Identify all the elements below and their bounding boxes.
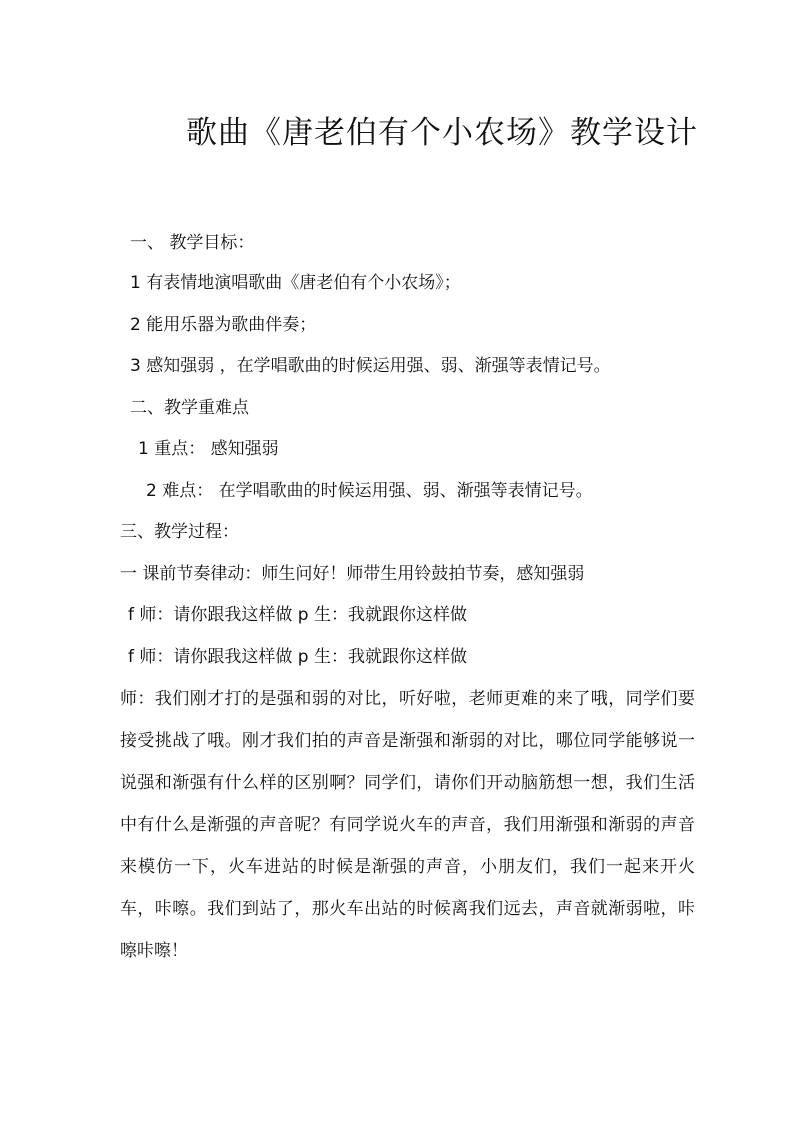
dialog-line-1: f 师：请你跟我这样做 p 生：我就跟你这样做 [128,605,467,625]
goals-heading: 一、 教学目标： [130,233,255,253]
key-point-1: 1 重点： 感知强弱 [138,439,279,459]
goal-item-2: 2 能用乐器为歌曲伴奏； [130,315,317,335]
process-step-1: 一 课前节奏律动：师生问好！师带生用铃鼓拍节奏，感知强弱 [120,564,585,584]
process-heading: 三、教学过程： [120,522,239,542]
goal-item-1: 1 有表情地演唱歌曲《唐老伯有个小农场》； [130,273,461,293]
document-title: 歌曲《唐老伯有个小农场》教学设计 [186,115,698,151]
goal-item-3: 3 感知强弱 ，在学唱歌曲的时候运用强、弱、渐强等表情记号。 [130,356,611,376]
key-points-heading: 二、教学重难点 [130,398,249,418]
dialog-line-2: f 师：请你跟我这样做 p 生：我就跟你这样做 [128,647,467,667]
key-point-2: 2 难点： 在学唱歌曲的时候运用强、弱、渐强等表情记号。 [146,481,593,501]
lesson-paragraph: 师：我们刚才打的是强和弱的对比，听好啦，老师更难的来了哦，同学们要接受挑战了哦。刚才我们拍的声音是渐强和渐弱的对比，哪位同学能够说一说强和渐强有什么样的区别啊？同学们，请你们开动脑筋想一想，我们生活中有什么是渐强的声音呢？有同学说火车的声音，我们用渐强和渐弱的声音来模仿一下，火车进站的时候是渐强的声音，小朋友们，我们一起来开火车，咔嚓。我们到站了，那火车出站的时候离我们远去，声音就渐弱啦，咔嚓咔嚓！ [120,689,695,961]
